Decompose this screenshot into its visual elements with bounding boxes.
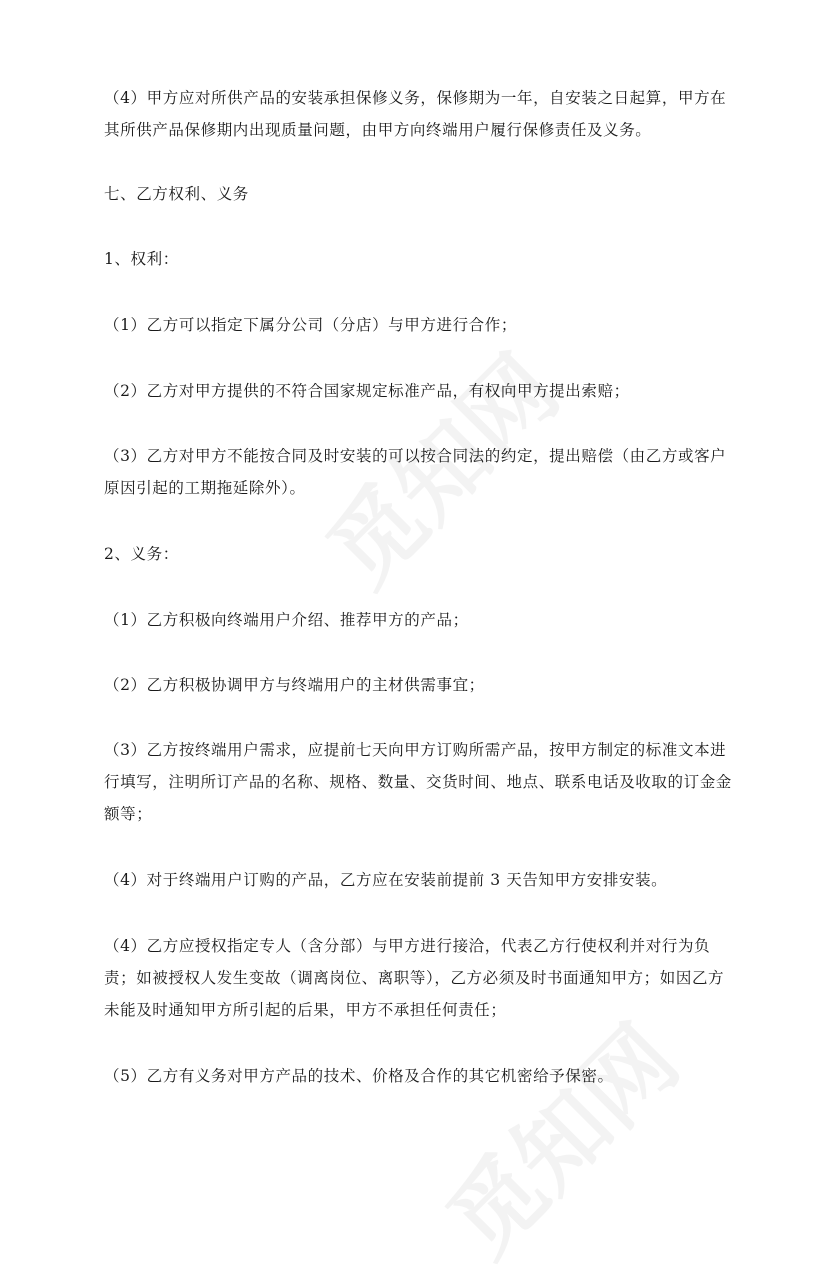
obligations-item-4b: （4）乙方应授权指定专人（含分部）与甲方进行接洽，代表乙方行使权利并对行为负责；如被授权人发生变故（调离岗位、离职等），乙方必须及时书面通知甲方；如因乙方未能及时通知甲方所引起的后果，甲方不承担任何责任； (104, 937, 725, 1019)
watermark (414, 992, 703, 1280)
rights-item-3: （3）乙方对甲方不能按合同及时安装的可以按合同法的约定，提出赔偿（由乙方或客户原因引起的工期拖延除外）。 (104, 447, 727, 497)
rights-item-2: （2）乙方对甲方提供的不符合国家规定标准产品，有权向甲方提出索赔； (104, 382, 630, 400)
obligations-item-2: （2）乙方积极协调甲方与终端用户的主材供需事宜； (104, 676, 485, 694)
obligations-item-3: （3）乙方按终端用户需求，应提前七天向甲方订购所需产品，按甲方制定的标准文本进行填写，注明所订产品的名称、规格、数量、交货时间、地点、联系电话及收取的订金金额等； (104, 741, 732, 823)
obligations-item-4a: （4）对于终端用户订购的产品，乙方应在安装前提前 3 天告知甲方安排安装。 (104, 871, 668, 889)
obligations-item-1: （1）乙方积极向终端用户介绍、推荐甲方的产品； (104, 611, 469, 629)
obligations-item-5: （5）乙方有义务对甲方产品的技术、价格及合作的其它机密给予保密。 (104, 1067, 614, 1085)
rights-item-1: （1）乙方可以指定下属分公司（分店）与甲方进行合作； (104, 316, 517, 334)
section-heading-party-b-rights-obligations: 七、乙方权利、义务 (104, 185, 249, 203)
subheading-obligations: 2、义务： (104, 545, 179, 563)
paragraph-warranty-obligation: （4）甲方应对所供产品的安装承担保修义务，保修期为一年，自安装之日起算，甲方在其所供产品保修期内出现质量问题，由甲方向终端用户履行保修责任及义务。 (104, 89, 727, 139)
subheading-rights: 1、权利： (104, 250, 179, 268)
